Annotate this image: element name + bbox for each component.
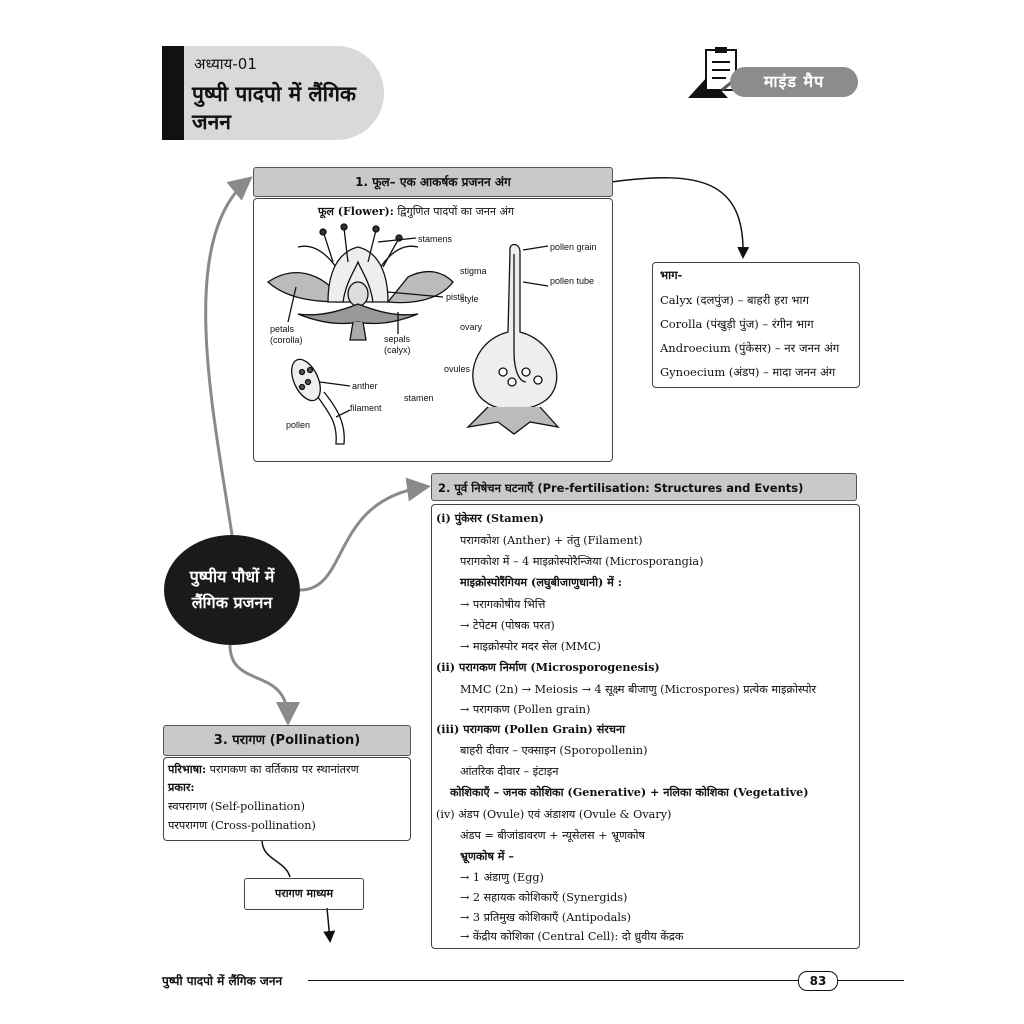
definition-text: परागकण का वर्तिकाग्र पर स्थानांतरण [209,763,359,776]
s2-line: परागकोश (Anther) + तंतु (Filament) [460,534,643,547]
s2-line: (iv) अंडप (Ovule) एवं अंडाशय (Ovule & Ovary) [436,808,672,821]
label-stigma: stigma [460,266,487,276]
s2-line: → टेपेटम (पोषक परत) [460,619,555,632]
s2-line: → 3 प्रतिमुख कोशिकाएँ (Antipodals) [460,911,632,924]
s2-line: MMC (2n) → Meiosis → 4 सूक्ष्म बीजाणु (Microspores) प्रत्येक माइक्रोस्पोर [460,683,817,696]
center-node [164,535,300,645]
parts-item: Calyx (दलपुंज) – बाहरी हरा भाग [660,293,809,307]
s2-line: → परागकण (Pollen grain) [460,703,591,716]
label-petals: petals [270,324,295,334]
s2-line: → माइक्रोस्पोर मदर सेल (MMC) [460,640,601,653]
label-sepals: sepals [384,334,411,344]
type-cross: परपरागण (Cross-pollination) [168,819,316,832]
label-ovary: ovary [460,322,483,332]
label-anther: anther [352,381,378,391]
definition-label: परिभाषा: [168,762,207,776]
flower-caption [318,204,514,219]
s2-line: परागकोश में – 4 माइक्रोस्पोरैन्जिया (Microsporangia) [460,555,704,568]
mindmap-badge: माइंड मैप [730,67,858,97]
parts-item: Gynoecium (अंडप) – मादा जनन अंग [660,365,836,379]
label-stamens: stamens [418,234,453,244]
parts-heading: भाग- [660,268,683,282]
label-pollen: pollen [286,420,311,430]
flower-caption-rest: द्विगुणित पादपों का जनन अंग [397,205,515,218]
label-stamen: stamen [404,393,434,403]
label-style: style [460,294,479,304]
s2-line: माइक्रोस्पोरैंगियम (लघुबीजाणुधानी) में : [460,575,622,589]
center-line2: लैंगिक प्रजनन [191,593,273,612]
s2-line: (ii) परागकण निर्माण (Microsporogenesis) [436,660,660,674]
chapter-label: अध्याय-01 [194,55,257,73]
s2-line: आंतरिक दीवार – इंटाइन [460,765,559,778]
pollination-definition [168,762,359,777]
center-line1: पुष्पीय पौधों में [189,567,275,586]
s2-line: → 1 अंडाणु (Egg) [460,871,544,884]
label-pollen-grain: pollen grain [550,242,597,252]
s2-line: कोशिकाएँ – जनक कोशिका (Generative) + नलिका कोशिका (Vegetative) [450,785,809,799]
label-ovules: ovules [444,364,471,374]
s2-line: (iii) परागकण (Pollen Grain) संरचना [436,722,626,736]
page-number: 83 [798,971,838,991]
s2-line: भ्रूणकोष में – [460,849,514,863]
type-self: स्वपरागण (Self-pollination) [168,800,305,813]
flower-caption-bold: फूल (Flower): [318,205,394,218]
label-pistil: pistil [446,292,465,302]
section1-title: 1. फूल– एक आकर्षक प्रजनन अंग [253,167,613,197]
chapter-title: पुष्पी पादपो में लैंगिक जनन [192,82,357,134]
label-pollen-tube: pollen tube [550,276,595,286]
parts-item: Androecium (पुंकेसर) – नर जनन अंग [660,341,840,355]
section2-title: 2. पूर्व निषेचन घटनाएँ (Pre-fertilisation: Structures and Events) [431,473,857,501]
s2-line: बाहरी दीवार – एक्साइन (Sporopollenin) [460,744,648,757]
section2-box [431,504,860,949]
label-filament: filament [350,403,382,413]
s2-line: (i) पुंकेसर (Stamen) [436,511,544,525]
flower-diagram [258,222,606,456]
chapter-bar [162,46,184,140]
parts-item: Corolla (पंखुड़ी पुंज) – रंगीन भाग [660,317,814,331]
types-label: प्रकार: [168,780,195,794]
label-calyx: (calyx) [384,345,411,355]
s2-line: अंडप = बीजांडावरण + न्यूसेलस + भ्रूणकोष [460,829,646,842]
s2-line: → 2 सहायक कोशिकाएँ (Synergids) [460,891,628,904]
s2-line: → केंद्रीय कोशिका (Central Cell): दो ध्रुवीय केंद्रक [460,930,684,943]
section3-box [163,757,411,841]
section3-title: 3. परागण (Pollination) [163,725,411,756]
label-corolla: (corolla) [270,335,303,345]
s2-line: → परागकोषीय भित्ति [460,598,546,611]
pollination-medium-box: परागण माध्यम [244,878,364,910]
parts-box [652,262,860,388]
footer-title: पुष्पी पादपो में लैंगिक जनन [162,974,283,988]
